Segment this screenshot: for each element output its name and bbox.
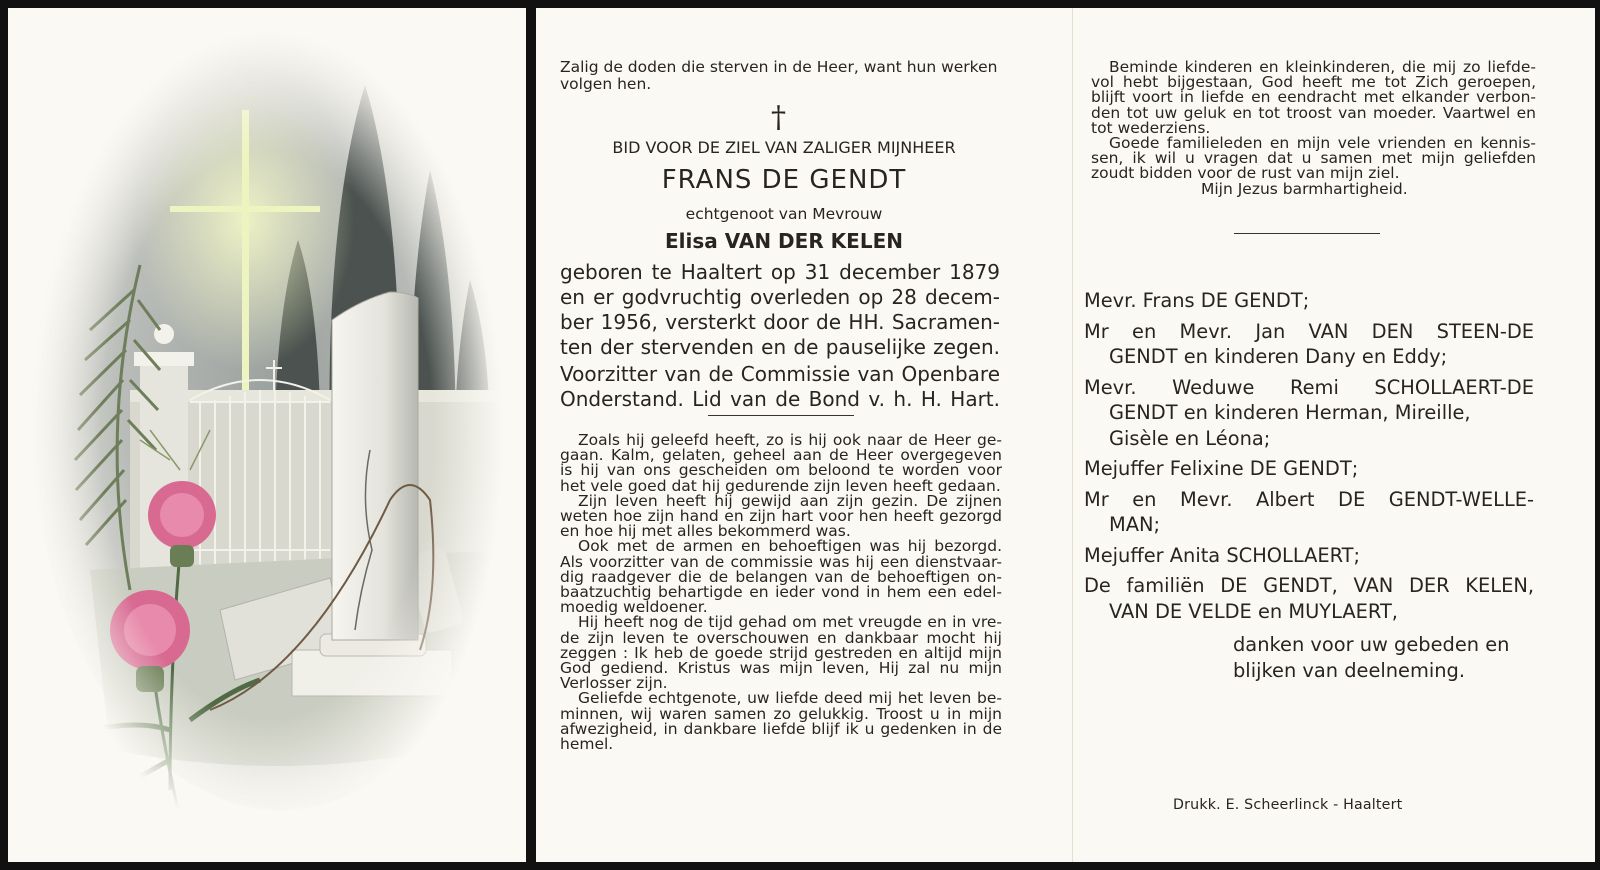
memorial-illustration [30,30,504,840]
thanks-line: blijken van deelneming. [1233,658,1466,682]
eulogy-line: minnen, wij waren samen zo gelukkig. Troost u in mijn [560,704,1002,723]
eulogy-line: en hoe hij met alles bekommerd was. [560,522,851,541]
birth-death-line: ber 1956, versterkt door de HH. Sacramen- [560,310,1000,334]
spouse-intro: echtgenoot van Mevrouw [685,205,883,223]
printer-credit: Drukk. E. Scheerlinck - Haaltert [1173,797,1403,813]
farewell-line: den tot uw geluk en tot troost van moeder. Vaartwel en [1091,103,1536,122]
functions-text [560,362,1000,412]
thanks-text [1233,632,1528,683]
farewell-line: blijft voort in liefde en eendracht met elkander verbon- [1091,88,1536,107]
family-line: De familiën DE GENDT, VAN DER KELEN, [1084,574,1534,597]
bible-quote [560,60,1005,92]
family-line: Mevr. Frans DE GENDT; [1084,289,1310,312]
farewell-line: Goede familieleden en mijn vele vrienden en kennis- [1109,134,1536,153]
family-line: Mevr. Weduwe Remi SCHOLLAERT-DE [1084,375,1534,399]
deceased-name: FRANS DE GENDT [661,165,907,195]
farewell-line: Mijn Jezus barmhartigheid. [1201,179,1408,198]
family-line: Mr en Mevr. Albert DE GENDT-WELLE- [1084,487,1534,511]
family-line: GENDT en kinderen Dany en Eddy; [1109,345,1448,368]
birth-death-line: en er godvruchtig overleden op 28 decem- [560,285,1000,309]
divider [1234,233,1380,234]
birth-death-line: geboren te Haaltert op 31 december 1879 [560,260,1000,284]
function-line: Onderstand. Lid van de Bond v. h. H. Hart. [560,387,1000,411]
farewell-line: sen, ik wil u vragen dat u samen met mijn geliefden [1091,149,1536,168]
eulogy-line: de zijn leven te overschouwen en dankbaar mocht hij [560,628,1002,647]
eulogy-line: Hij heeft nog de tijd gehad om met vreugde en in vre- [578,613,1002,632]
family-line: Mejuffer Anita SCHOLLAERT; [1084,543,1361,567]
family-list [1084,288,1534,624]
eulogy-line: dig raadgever die de belangen van de behoeftigen on- [560,567,1002,586]
thanks-line: danken voor uw gebeden en [1233,633,1510,656]
eulogy-line: Zoals hij geleefd heeft, zo is hij ook naar de Heer ge- [578,431,1002,449]
front-panel [8,8,526,862]
farewell-text [1091,60,1536,197]
eulogy-line: weten hoe zijn hand en zijn hart voor hen heeft gezorgd [560,507,1002,526]
eulogy-line: Als voorzitter van de commissie was hij een dienstvaar- [560,552,1002,571]
eulogy-line: Geliefde echtgenote, uw liefde deed mij het leven be- [578,689,1002,708]
family-line: Mr en Mevr. Jan VAN DEN STEEN-DE [1084,319,1534,343]
farewell-line: tot wederziens. [1091,118,1211,137]
cross-icon: † [771,100,786,135]
birth-death-text [560,260,1000,360]
back-panel [1073,8,1595,862]
middle-panel [536,8,1073,862]
family-line: Gisèle en Léona; [1109,426,1271,450]
eulogy-text [560,433,1002,752]
quote-line: volgen hen. [560,75,652,94]
eulogy-line: gaan. Kalm, gelaten, geheel aan de Heer overgegeven [560,446,1002,465]
prayer-heading: BID VOOR DE ZIEL VAN ZALIGER MIJNHEER [612,138,956,157]
eulogy-line: is hij van ons gescheiden om beloond te worden voor [560,461,1002,480]
eulogy-line: Ook met de armen en behoeftigen was hij bezorgd. [578,537,1002,556]
eulogy-line: hemel. [560,735,614,754]
farewell-line: zoudt bidden voor de rust van mijn ziel. [1091,164,1400,183]
farewell-line: vol hebt bijgestaan, God heeft me tot Zich geroepen, [1091,73,1536,92]
birth-death-line: ten der stervenden en de pauselijke zegen. [560,335,1000,359]
family-line: GENDT en kinderen Herman, Mireille, [1109,401,1471,424]
eulogy-line: moedig weldoener. [560,598,708,617]
family-line: VAN DE VELDE en MUYLAERT, [1109,599,1398,623]
eulogy-line: afwezigheid, in dankbare liefde blijf ik u gedenken in de [560,719,1002,738]
eulogy-line: God gediend. Kristus was mijn leven, Hij zal nu mijn [560,659,1002,678]
family-line: MAN; [1109,513,1161,536]
eulogy-line: Verlosser zijn. [560,674,668,693]
function-line: Voorzitter van de Commissie van Openbare [560,362,1000,386]
quote-line: Zalig de doden die sterven in de Heer, want hun werken [560,58,998,76]
eulogy-line: baatzuchtig behartigde en ieder vond in hem een edel- [560,583,1002,602]
family-line: Mejuffer Felixine DE GENDT; [1084,457,1359,480]
spouse-name: Elisa VAN DER KELEN [665,229,903,253]
divider [708,415,854,416]
eulogy-line: zeggen : Ik heb de goede strijd gestreden en altijd mijn [560,643,1002,662]
eulogy-line: het vele goed dat hij gedurende zijn leven heeft gedaan. [560,476,1001,495]
eulogy-line: Zijn leven heeft hij gewijd aan zijn gezin. De zijnen [578,491,1002,510]
farewell-line: Beminde kinderen en kleinkinderen, die mij zo liefde- [1109,58,1536,76]
